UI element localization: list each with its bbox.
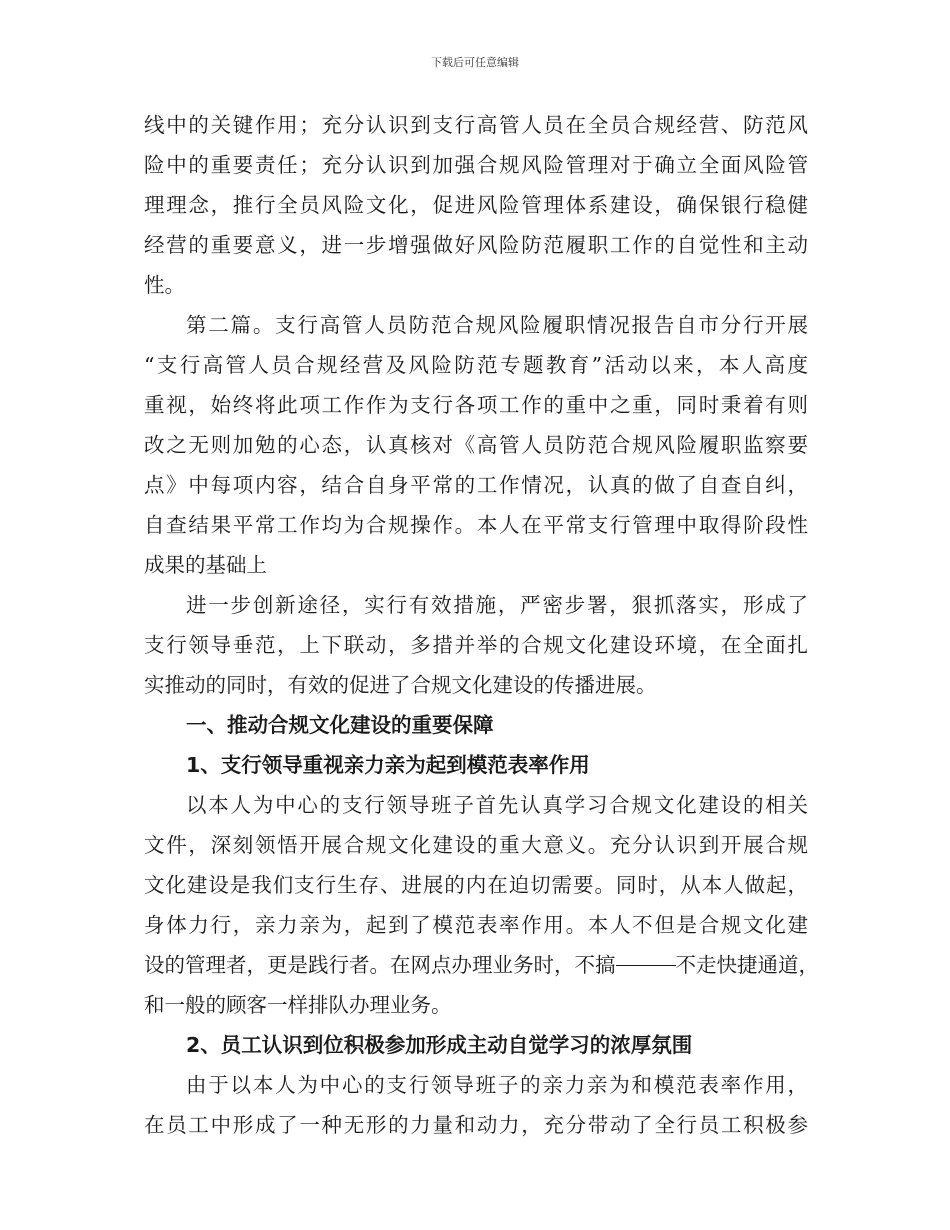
text-line: 险中的重要责任；充分认识到加强合规风险管理对于确立全面风险管: [144, 153, 808, 177]
text-line: 性。: [144, 273, 185, 297]
text-line: [144, 945, 819, 985]
text-line: 文件，深刻领悟开展合规文化建设的重大意义。充分认识到开展合规: [144, 833, 808, 857]
text-line: 自查结果平常工作均为合规操作。本人在平常支行管理中取得阶段性: [144, 513, 808, 537]
text-segment: 不走快捷通道，: [675, 953, 819, 977]
text-line: 文化建设是我们支行生存、进展的内在迫切需要。同时，从本人做起，: [144, 873, 808, 897]
subsection-heading: 2、员工认识到位积极参加形成主动自觉学习的浓厚氛围: [186, 1033, 693, 1057]
text-line: 在员工中形成了一种无形的力量和动力，充分带动了全行员工积极参: [144, 1113, 808, 1137]
document-body: [144, 105, 819, 1145]
page-header: 下载后可任意编辑: [431, 56, 519, 69]
paragraph: [144, 785, 819, 1025]
text-line: 经营的重要意义，进一步增强做好风险防范履职工作的自觉性和主动: [144, 233, 808, 257]
text-line: 成果的基础上: [144, 553, 267, 577]
text-line: 以本人为中心的支行领导班子首先认真学习合规文化建设的相关: [186, 793, 808, 817]
text-line: 和一般的顾客一样排队办理业务。: [144, 993, 452, 1017]
paragraph: [144, 105, 808, 305]
text-line: 进一步创新途径，实行有效措施，严密步署，狠抓落实，形成了: [186, 593, 808, 617]
text-line: 线中的关键作用；充分认识到支行高管人员在全员合规经营、防范风: [144, 113, 808, 137]
text-line: 由于以本人为中心的支行领导班子的亲力亲为和模范表率作用，: [186, 1073, 808, 1097]
text-line: 实推动的同时，有效的促进了合规文化建设的传播进展。: [144, 673, 657, 697]
paragraph: [144, 305, 808, 585]
blank-underline: [616, 964, 676, 966]
text-line: 理理念，推行全员风险文化，促进风险管理体系建设，确保银行稳健: [144, 193, 808, 217]
text-line: 重视，始终将此项工作作为支行各项工作的重中之重，同时秉着有则: [144, 393, 808, 417]
text-line: “支行高管人员合规经营及风险防范专题教育”活动以来，本人高度: [144, 353, 808, 377]
text-line: 身体力行，亲力亲为，起到了模范表率作用。本人不但是合规文化建: [144, 913, 808, 937]
text-line: 改之无则加勉的心态，认真核对《高管人员防范合规风险履职监察要: [144, 433, 808, 457]
subsection-heading: 1、支行领导重视亲力亲为起到模范表率作用: [186, 753, 590, 777]
section-heading: 一、推动合规文化建设的重要保障: [186, 713, 494, 737]
text-segment: 设的管理者，更是践行者。在网点办理业务时，不搞: [144, 953, 616, 977]
text-line: 点》中每项内容，结合自身平常的工作情况，认真的做了自查自纠，: [144, 473, 808, 497]
text-line: 支行领导垂范，上下联动，多措并举的合规文化建设环境，在全面扎: [144, 633, 808, 657]
paragraph: [144, 585, 808, 705]
text-line: 第二篇。支行高管人员防范合规风险履职情况报告自市分行开展: [186, 313, 808, 337]
paragraph: [144, 1065, 808, 1145]
